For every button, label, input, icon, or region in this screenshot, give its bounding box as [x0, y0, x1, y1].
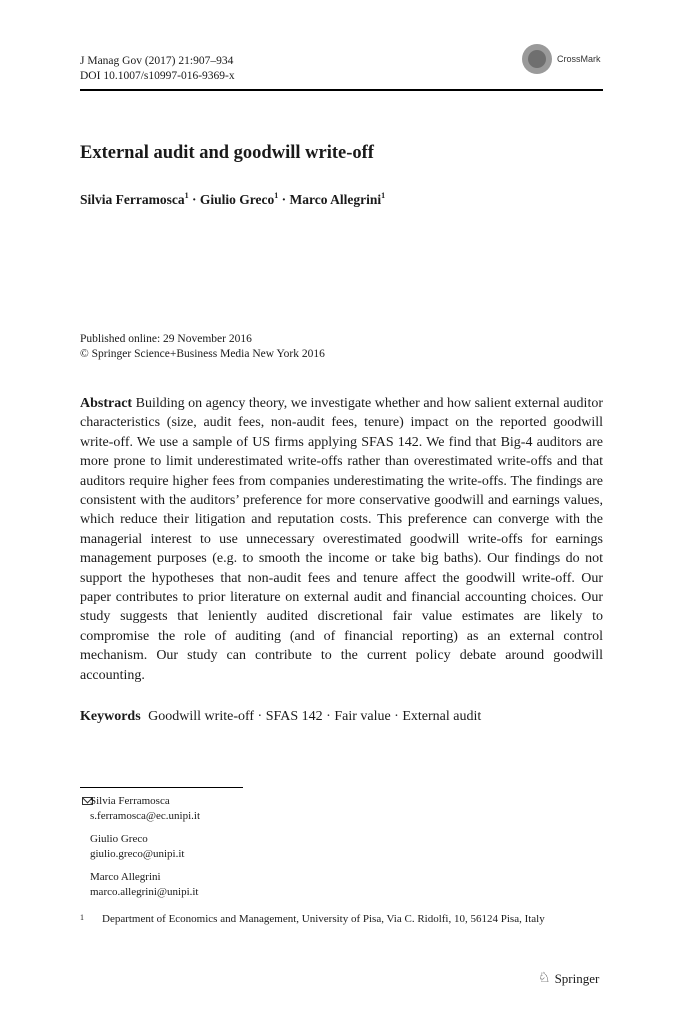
contact-email[interactable]: s.ferramosca@ec.unipi.it [90, 810, 201, 822]
keywords-text: Goodwill write-off · SFAS 142 · Fair value · External audit [148, 709, 482, 724]
springer-horse-icon: ♘ [538, 971, 551, 986]
affiliation-text: Department of Economics and Management, University of Pisa, Via C. Ridolfi, 10, 56124 Pisa, Italy [102, 913, 545, 925]
doi[interactable]: DOI 10.1007/s10997-016-9369-x [80, 70, 235, 82]
author-affiliation-mark: 1 [274, 191, 279, 200]
contact-name: Silvia Ferramosca [90, 795, 170, 807]
contact-entry [90, 832, 184, 862]
author-name: Silvia Ferramosca [80, 192, 185, 207]
contact-email[interactable]: marco.allegrini@unipi.it [90, 886, 199, 898]
abstract [80, 394, 603, 685]
crossmark-badge[interactable] [522, 44, 601, 74]
abstract-heading: Abstract [80, 396, 133, 411]
abstract-text: Building on agency theory, we investigate whether and how salient external auditor characteristics (size, audit fees, non-audit fees, tenure) impact on the reported goodwill write-off. We use a sample of US firms applying SFAS 142. We find that Big-4 auditors are more prone to limit underestimated write-offs rather than overestimated write-offs and that auditors require higher fees from companies underestimating the write-offs. The findings are consistent with the auditors’ preference for more conservative goodwill and earnings values, which reduce their litigation and reputation costs. This preference can converge with the managerial interest to use unnecessary overestimated goodwill write-offs for earnings management purposes (e.g. to smooth the income or take big baths). Our findings do not support the hypotheses that non-audit fees and tenure affect the goodwill write-off. Our paper contributes to prior literature on external audit and financial accounting choices. Our study suggests that leniently audited discretional fair value estimates are likely to compromise the role of auditing (and of financial reporting) as an external control mechanism. Our study can contribute to the current policy debate around goodwill accounting. [80, 396, 604, 683]
contact-entry [90, 870, 199, 900]
copyright-line: © Springer Science+Business Media New York 2016 [80, 348, 325, 360]
crossmark-label: CrossMark [557, 54, 601, 64]
author-separator: · [188, 192, 200, 207]
publisher-name: Springer [554, 970, 600, 986]
contact-name: Giulio Greco [90, 833, 148, 845]
journal-citation: J Manag Gov (2017) 21:907–934 [80, 55, 234, 67]
author-affiliation-mark: 1 [184, 191, 189, 200]
header-divider [80, 89, 603, 91]
keywords [80, 709, 481, 725]
publication-info [80, 332, 325, 362]
keywords-heading: Keywords [80, 709, 141, 724]
contact-email[interactable]: giulio.greco@unipi.it [90, 848, 185, 860]
affiliation-number: 1 [80, 913, 84, 922]
publisher-logo [538, 970, 599, 987]
crossmark-icon [522, 44, 552, 74]
footnote-divider [80, 787, 243, 788]
paper-title: External audit and goodwill write-off [80, 143, 374, 163]
author-name: Marco Allegrini [289, 192, 382, 207]
author-name: Giulio Greco [199, 192, 275, 207]
contact-entry [90, 794, 200, 824]
published-date: Published online: 29 November 2016 [80, 333, 252, 345]
author-separator: · [278, 192, 290, 207]
journal-header [80, 54, 235, 84]
author-affiliation-mark: 1 [381, 191, 386, 200]
contact-name: Marco Allegrini [90, 871, 161, 883]
author-list [80, 191, 385, 208]
